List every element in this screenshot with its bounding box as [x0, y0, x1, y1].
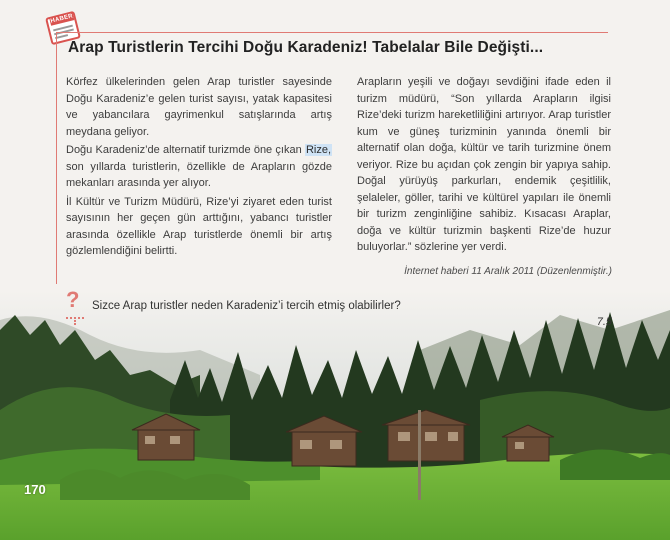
discussion-question: Sizce Arap turistler neden Karadeniz’i tercih etmiş olabilirler?: [92, 300, 401, 312]
header-rule: [56, 32, 608, 33]
paragraph-text: Doğu Karadeniz’de alternatif turizmde öne çıkan: [66, 144, 305, 156]
paragraph: Arapların yeşili ve doğayı sevdiğini ifade eden il turizm müdürü, “Son yıllarda Arapların ilgisi Rize’deki turizm hareketliliğini artırıyor. Arap turistler kum ve güneş turizminin yanında önemli bir alternatif olan doğa, kültür ve tarih turizmine önem veriyor. Rize bu açıdan çok zengin bir yapıya sahip. Doğal yürüyüş parkurları, endemik çeşitlilik, şelaleler, göller, tarihi ve kültürel yapıları ile önemli bir turizm zenginliğine sahibiz. Kısacası Araplar, doğa ve kültür turizmin başkenti Rize’de huzur buluyorlar.” sözlerine yer verdi.: [357, 76, 611, 253]
paragraph-text: son yıllarda turistlerin, özellikle de Arapların gözde mekanları arasında yer alıyor.: [66, 160, 332, 189]
margin-rule: [56, 32, 57, 284]
source-citation: İnternet haberi 11 Aralık 2011 (Düzenlenmiştir.): [404, 266, 612, 277]
news-badge-label: HABER: [49, 13, 74, 25]
paragraph: [66, 142, 332, 192]
question-code: 7.5: [596, 316, 612, 328]
article-headline: Arap Turistlerin Tercihi Doğu Karadeniz! Tabelalar Bile Değişti...: [68, 39, 544, 56]
rize-landscape-photo: [0, 290, 670, 540]
question-dots: [74, 317, 78, 325]
article-right-column: [357, 74, 611, 258]
page-number: 170: [24, 482, 46, 497]
paragraph: İl Kültür ve Turizm Müdürü, Rize’yi ziyaret eden turist sayısının her geçen gün arttığını, yabancı turistler arasında özellikle Arap turistlerde önemli bir artış gözlemlendiğini belirtti.: [66, 195, 332, 257]
paragraph: Körfez ülkelerinden gelen Arap turistler sayesinde Doğu Karadeniz’e gelen turist sayısı, yatak kapasitesi ve yabancılara gayrimenkul satışlarında artış meydana geliyor.: [66, 76, 332, 138]
article-left-column: [66, 74, 332, 262]
question-icon: ?: [66, 287, 84, 319]
highlighted-word[interactable]: Rize,: [305, 144, 331, 156]
